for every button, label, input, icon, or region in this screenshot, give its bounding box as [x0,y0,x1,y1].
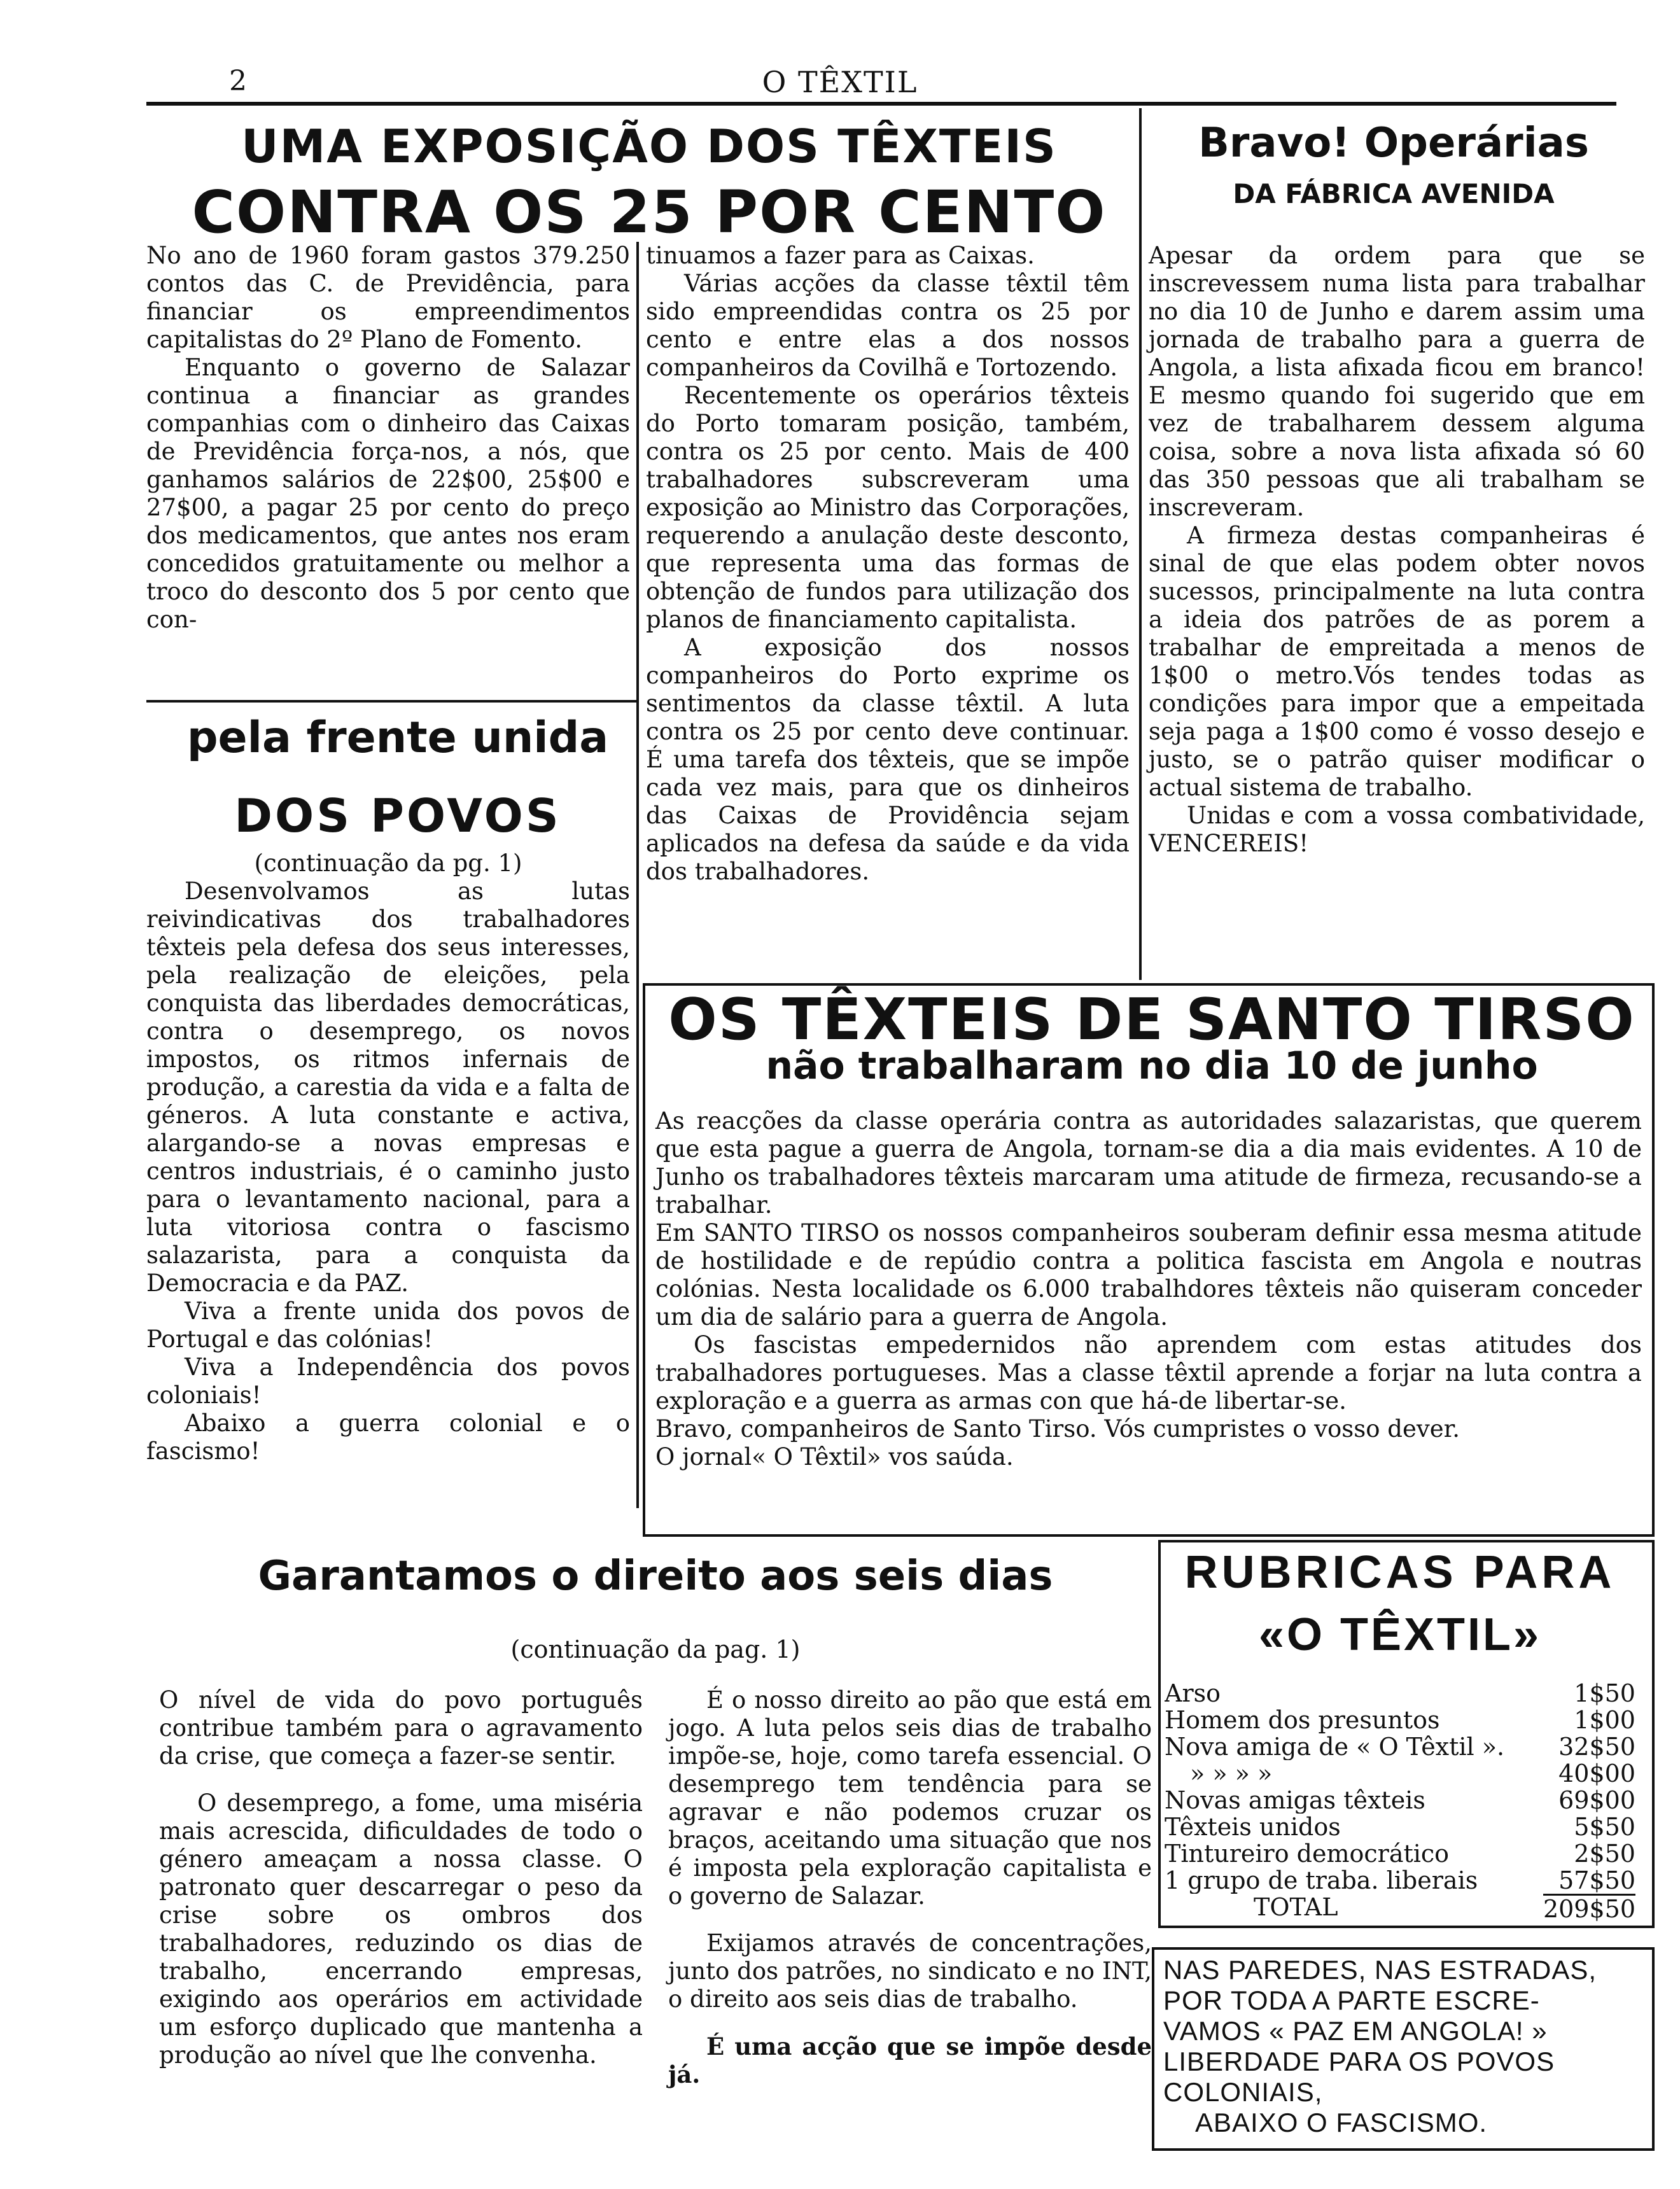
article4-p1: As reacções da classe operária contra as autoridades salazaristas, que querem que esta pague a guerra de Angola, tornam-se dia a dia mais evidentes. A 10 de Junho os trabalhadores têxteis marcaram uma atitude de firmeza, recusando-se a trabalhar. [655,1107,1642,1219]
article2-title-line2: DA FÁBRICA AVENIDA [1233,178,1555,209]
rubricas-row-name: » » » » [1190,1760,1273,1787]
rubricas-row [1165,1814,1635,1840]
rubricas-row-name: Homem dos presuntos [1165,1707,1440,1733]
slogan-line: VAMOS « PAZ EM ANGOLA! » [1163,2016,1548,2046]
article4-body [655,1107,1642,1471]
slogan-line: ABAIXO O FASCISMO. [1195,2108,1488,2137]
article3-title-line1: pela frente unida [186,713,609,763]
column-rule-1 [636,242,639,1508]
rubricas-row [1165,1733,1635,1760]
article1-title-line2: CONTRA OS 25 POR CENTO [192,178,1107,246]
article3-p1: Desenvolvamos as lutas reivindicativas dos trabalhadores têxteis pela defesa dos seus interesses, pela realização de eleições, pela conquista das liberdades democráticas, contra o desemprego, os novos impostos, os ritmos infernais de produção, a carestia da vida e a falta de géneros. A luta constante e activa, alargando-se a novas empresas e centros industriais, é o caminho justo para o levantamento nacional, para a luta vitoriosa contra o fascismo salazarista, para a conquista da Democracia e da PAZ. [146,878,630,1297]
slogans-box [1152,1947,1655,2151]
article2-p1: Apesar da ordem para que se inscrevessem numa lista para trabalhar no dia 10 de Junho e darem assim uma jornada de trabalho para a guerra de Angola, a lista afixada ficou em branco! E mesmo quando foi sugerido que em vez de trabalharem dessem alguma coisa, sobre a nova lista afixada só 60 das 350 pessoas que ali trabalham se inscreveram. [1149,242,1645,521]
article1-title-line1: UMA EXPOSIÇÃO DOS TÊXTEIS [241,120,1057,173]
rubricas-row-name: Nova amiga de « O Têxtil ». [1165,1733,1505,1760]
page-number: 2 [229,65,247,97]
column-rule-2 [1139,108,1142,980]
article1-col1-p2: Enquanto o governo de Salazar continua a financiar as grandes companhias com o dinheiro das Caixas de Previdência força-nos, a nós, que ganhamos salários de 22$00, 25$00 e 27$00, a pagar 25 por cento do preço dos medicamentos, que antes nos eram concedidos gratuitamente ou melhor a troco do desconto dos 5 por cento que con- [146,354,630,633]
article5-col1-p1: O nível de vida do povo português contribue também para o agravamento da crise, que começa a fazer-se sentir. [159,1686,643,1770]
rubricas-row [1165,1787,1635,1814]
rubricas-row-amount: 32$50 [1558,1733,1635,1761]
rubricas-row [1165,1840,1635,1867]
article4-p4: Bravo, companheiros de Santo Tirso. Vós cumpristes o vosso dever. [655,1415,1460,1443]
rubricas-row [1165,1707,1635,1733]
rubricas-row-amount: 40$00 [1558,1759,1635,1787]
article3-p2: Viva a frente unida dos povos de Portugal e das colónias! [146,1297,630,1353]
rubricas-row [1165,1680,1635,1707]
article5-col2-p1: É o nosso direito ao pão que está em jogo. A luta pelos seis dias de trabalho impõe-se, hoje, como tarefa essencial. O desemprego tem tendência para se agravar e não podemos cruzar os braços, aceitando uma situação que nos é imposta pela exploração capitalista e o governo de Salazar. [668,1686,1152,1910]
article1-col2-p2: Várias acções da classe têxtil têm sido empreendidas contra os 25 por cento e entre elas a dos nossos companheiros da Covilhã e Tortozendo. [646,270,1130,381]
rubricas-row-amount: 1$50 [1574,1679,1635,1707]
masthead: O TÊXTIL [762,65,918,99]
slogan-line: LIBERDADE PARA OS POVOS [1163,2046,1555,2076]
article5-subtitle: (continuação da pag. 1) [510,1635,801,1663]
rubricas-row-amount: 1$00 [1574,1706,1635,1734]
article5-col2-p3: É uma acção que se impõe desde já. [668,2032,1152,2088]
rubricas-row-name: Arso [1165,1680,1221,1707]
article1-col2-p4: A exposição dos nossos companheiros do Porto exprime os sentimentos da classe têxtil. A luta contra os 25 por cento deve continuar. É uma tarefa dos têxteis, que se impõe cada vez mais, para que os dinheiros das Caixas de Providência sejam aplicados na defesa da saúde e da vida dos trabalhadores. [646,634,1130,885]
article4-p2: Em SANTO TIRSO os nossos companheiros souberam definir essa mesma atitude de hostilidade e de repúdio contra a politica fascista em Angola e noutras colónias. Nesta localidade os 6.000 trabalhdores têxteis não quiseram conceder um dia de salário para a guerra de Angola. [655,1219,1642,1331]
article4-p3: Os fascistas empedernidos não aprendem com estas atitudes dos trabalhadores portugueses. Mas a classe têxtil aprende a forjar na luta contra a exploração e a guerra as armas con que há-de libertar-se. [655,1331,1642,1415]
rubricas-total-row [1165,1894,1635,1922]
article4-title-line2: não trabalharam no dia 10 de junho [766,1044,1538,1088]
article5-title: Garantamos o direito aos seis dias [258,1553,1053,1600]
article5-col2-p2: Exijamos através de concentrações, junto dos patrões, no sindicato e no INT, o direito aos seis dias de trabalho. [668,1929,1152,2013]
article2-p3: Unidas e com a vossa combatividade, VENCEREIS! [1149,802,1645,857]
article4-p5: O jornal« O Têxtil» vos saúda. [655,1443,1014,1471]
rule-under-article1 [146,700,636,703]
rubricas-list [1165,1680,1635,1922]
article4-title-line1: OS TÊXTEIS DE SANTO TIRSO [668,986,1635,1053]
article1-col2-p3: Recentemente os operários têxteis do Porto tomaram posição, também, contra os 25 por cento. Mais de 400 trabalhadores subscreveram uma exposição ao Ministro das Corporações, requerendo a anulação deste desconto, que representa uma das formas de obtenção de fundos para utilização dos planos de financiamento capitalista. [646,382,1130,633]
article3-title-line2: DOS POVOS [234,789,561,843]
article3-p4: Abaixo a guerra colonial e o fascismo! [146,1409,630,1465]
slogan-line: POR TODA A PARTE ESCRE- [1163,1985,1540,2015]
article1-column-2 [646,242,1130,886]
rubricas-row-name: Tintureiro democrático [1165,1840,1450,1867]
rubricas-row-name: 1 grupo de traba. liberais [1165,1867,1478,1894]
article1-col2-p1: tinuamos a fazer para as Caixas. [646,242,1035,269]
article5-column-1 [159,1686,643,2069]
article3-p3: Viva a Independência dos povos coloniais! [146,1353,630,1409]
rubricas-title-line1: RUBRICAS PARA [1184,1547,1616,1598]
rubricas-row-amount: 69$00 [1558,1786,1635,1814]
rubricas-total-amount: 209$50 [1543,1895,1635,1923]
rubricas-total-label: TOTAL [1254,1893,1338,1921]
article2-title-line1: Bravo! Operárias [1198,120,1589,167]
rubricas-row-amount: 2$50 [1574,1840,1635,1868]
rubricas-row [1165,1867,1635,1894]
rubricas-title-line2: «O TÊXTIL» [1258,1609,1542,1660]
header-rule [146,102,1616,106]
article2-p2: A firmeza destas companheiras é sinal de que elas podem obter novos sucessos, principalmente na luta contra a ideia dos patrões de as porem a trabalhar de empreitada a menos de 1$00 o metro.Vós tendes todas as condições para impor que a empeitada seja paga a 1$00 como é vosso desejo e justo, se o patrão quiser modificar o actual sistema de trabalho. [1149,522,1645,801]
article1-column-1 [146,242,630,634]
rubricas-row-name: Novas amigas têxteis [1165,1787,1425,1814]
slogan-line: COLONIAIS, [1163,2077,1323,2107]
slogan-line: NAS PAREDES, NAS ESTRADAS, [1163,1955,1597,1985]
rubricas-row-name: Têxteis unidos [1165,1814,1341,1840]
article5-col1-p2: O desemprego, a fome, uma miséria mais acrescida, dificuldades de todo o género ameaçam a nossa classe. O patronato quer descarregar o peso da crise sobre os ombros dos trabalhadores, reduzindo os dias de trabalho, encerrando empresas, exigindo aos operários em actividade um esforço duplicado que mantenha a produção ao nível que lhe convenha. [159,1789,643,2069]
rubricas-row-amount: 5$50 [1574,1813,1635,1841]
article3-body [146,850,630,1465]
article5-column-2 [668,1686,1152,2088]
article1-col1-p1: No ano de 1960 foram gastos 379.250 contos das C. de Previdência, para financiar os empreendimentos capitalistas do 2º Plano de Fomento. [146,242,630,353]
rubricas-row-amount: 57$50 [1558,1866,1635,1894]
article2-body [1149,242,1645,858]
article3-subtitle: (continuação da pg. 1) [254,850,522,877]
rubricas-row [1165,1760,1635,1787]
